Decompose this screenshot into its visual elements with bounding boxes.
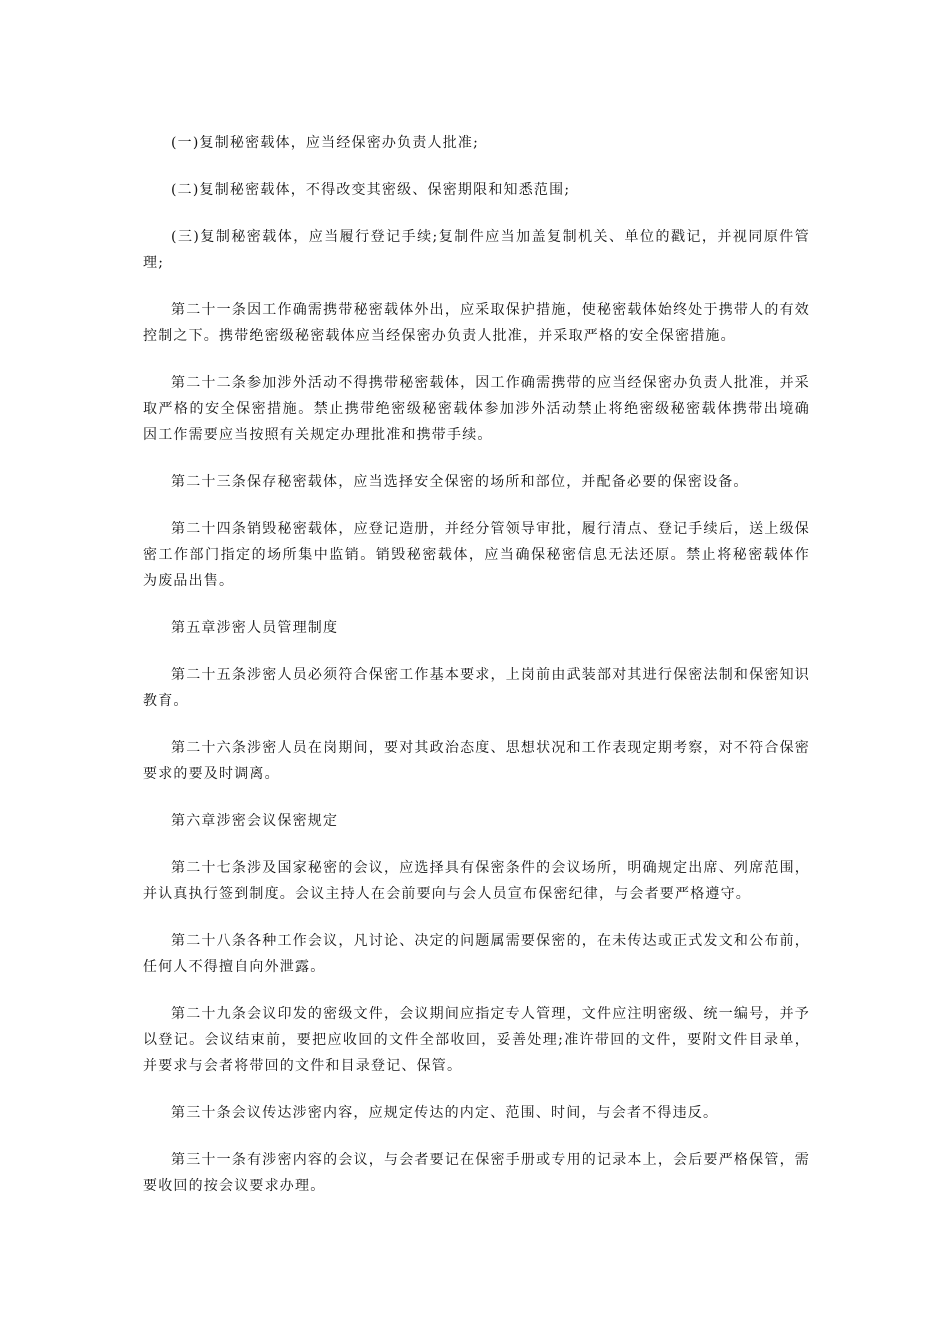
article-28: 第二十八条各种工作会议，凡讨论、决定的问题属需要保密的，在未传达或正式发文和公布前，任何人不得擅自向外泄露。 bbox=[143, 933, 810, 975]
article-29: 第二十九条会议印发的密级文件，会议期间应指定专人管理，文件应注明密级、统一编号，并予以登记。会议结束前，要把应收回的文件全部收回，妥善处理;准许带回的文件，要附文件目录单，并要求与会者将带回的文件和目录登记、保管。 bbox=[143, 1006, 810, 1074]
article-30: 第三十条会议传达涉密内容，应规定传达的内定、范围、时间，与会者不得违反。 bbox=[171, 1105, 719, 1121]
chapter-6-heading: 第六章涉密会议保密规定 bbox=[171, 813, 339, 829]
clause-copy-registration: (三)复制秘密载体，应当履行登记手续;复制件应当加盖复制机关、单位的戳记，并视同原件管理; bbox=[143, 229, 810, 271]
article-22: 第二十二条参加涉外活动不得携带秘密载体，因工作确需携带的应当经保密办负责人批准，并采取严格的安全保密措施。禁止携带绝密级秘密载体参加涉外活动禁止将绝密级秘密载体携带出境确因工作需要应当按照有关规定办理批准和携带手续。 bbox=[143, 375, 810, 443]
article-21: 第二十一条因工作确需携带秘密载体外出，应采取保护措施，使秘密载体始终处于携带人的有效控制之下。携带绝密级秘密载体应当经保密办负责人批准，并采取严格的安全保密措施。 bbox=[143, 302, 810, 344]
document-body bbox=[143, 130, 810, 1220]
article-24: 第二十四条销毁秘密载体，应登记造册，并经分管领导审批，履行清点、登记手续后，送上级保密工作部门指定的场所集中监销。销毁秘密载体，应当确保秘密信息无法还原。禁止将秘密载体作为废品出售。 bbox=[143, 521, 810, 589]
article-26: 第二十六条涉密人员在岗期间，要对其政治态度、思想状况和工作表现定期考察，对不符合保密要求的要及时调离。 bbox=[143, 740, 810, 782]
clause-copy-no-change: (二)复制秘密载体，不得改变其密级、保密期限和知悉范围; bbox=[171, 182, 571, 198]
chapter-5-heading: 第五章涉密人员管理制度 bbox=[171, 620, 339, 636]
article-31: 第三十一条有涉密内容的会议，与会者要记在保密手册或专用的记录本上，会后要严格保管，需要收回的按会议要求办理。 bbox=[143, 1152, 810, 1194]
article-25: 第二十五条涉密人员必须符合保密工作基本要求，上岗前由武装部对其进行保密法制和保密知识教育。 bbox=[143, 667, 810, 709]
article-27: 第二十七条涉及国家秘密的会议，应选择具有保密条件的会议场所，明确规定出席、列席范围，并认真执行签到制度。会议主持人在会前要向与会人员宣布保密纪律，与会者要严格遵守。 bbox=[143, 860, 810, 902]
clause-copy-approval: (一)复制秘密载体，应当经保密办负责人批准; bbox=[171, 135, 480, 151]
article-23: 第二十三条保存秘密载体，应当选择安全保密的场所和部位，并配备必要的保密设备。 bbox=[171, 474, 749, 490]
